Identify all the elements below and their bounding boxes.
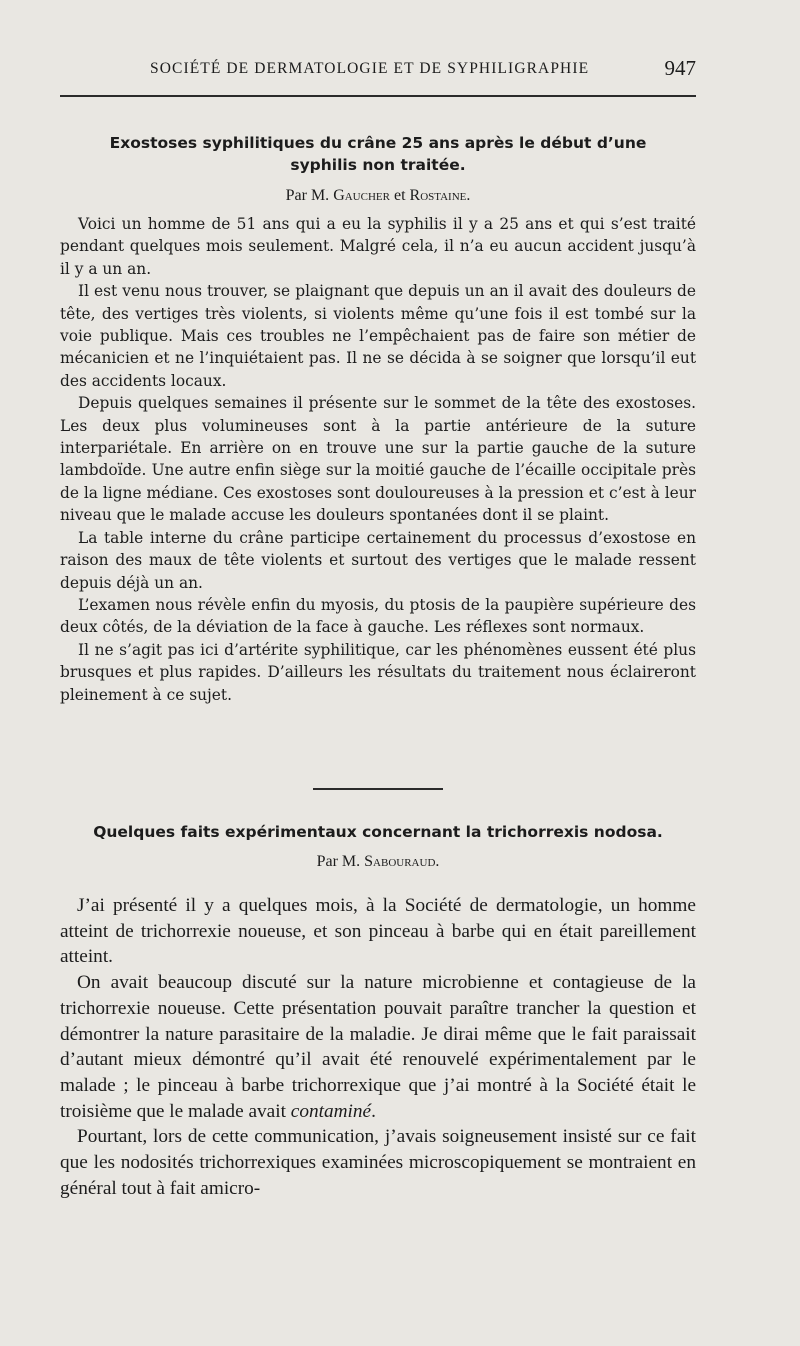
paragraph: Depuis quelques semaines il présente sur le sommet de la tête des exostoses. Les deux plus volumineuses sont à la partie antérieure de la suture interpariétale. En arrière on en trouve une sur la partie gauche de la suture lambdoïde. Une autre enfin siège sur la moitié gauche de l’écaille occipitale près de la ligne médiane. Ces exostoses sont douloureuses à la pression et c’est à leur niveau que le malade accuse les douleurs spontanées dont il se plaint.: [60, 394, 696, 525]
paragraph: La table interne du crâne participe certainement du processus d’exostose en raison des maux de tête violents et surtout des vertiges que le malade ressent depuis déjà un an.: [60, 528, 696, 592]
running-title: SOCIÉTÉ DE DERMATOLOGIE ET DE SYPHILIGRAPHIE: [150, 60, 590, 77]
article-byline: [60, 187, 696, 205]
paragraph: Voici un homme de 51 ans qui a eu la syphilis il y a 25 ans et qui s’est traité pendant quelques mois seulement. Malgré cela, il n’a eu aucun accident jusqu’à il y a un an.: [60, 215, 696, 278]
article-title-line-2: syphilis non traitée.: [290, 156, 466, 174]
article-title-line-1: Quelques faits expérimentaux concernant la trichorrexis nodosa.: [93, 823, 663, 841]
article-body: [60, 213, 696, 706]
paragraph-text: On avait beaucoup discuté sur la nature microbienne et contagieuse de la trichorrexie noueuse. Cette présentation pouvait paraître trancher la question et démontrer la nature parasitaire de la maladie. Je dirai même que le fait paraissait d’autant mieux démontré qu’il avait été renouvelé expérimentalement par le malade ; le pinceau à barbe trichorrexique que j’ai montré à la Société était le troisième que le malade avait: [60, 972, 696, 1122]
header-rule: [60, 95, 696, 97]
article-title: [60, 821, 696, 843]
byline-prefix: Par M.: [285, 187, 330, 204]
paragraph-punctuation: .: [371, 1100, 376, 1122]
author-name: Rostaine.: [409, 187, 471, 204]
page-number: 947: [664, 56, 696, 80]
paragraph: [60, 970, 696, 1124]
italic-word: contaminé: [290, 1100, 372, 1122]
paragraph: Il est venu nous trouver, se plaignant que depuis un an il avait des douleurs de tête, des vertiges très violents, si violents même qu’une fois il est tombé sur la voie publique. Mais ces troubles ne l’empêchaient pas de faire son métier de mécanicien et ne l’inquiétaient pas. Il ne se décida à se soigner que lorsqu’il eut des accidents locaux.: [60, 282, 696, 390]
author-name: Sabouraud.: [364, 853, 440, 870]
article-title-line-1: Exostoses syphilitiques du crâne 25 ans après le début d’une: [109, 134, 647, 152]
paragraph: Il ne s’agit pas ici d’artérite syphilitique, car les phénomènes eussent été plus brusques et plus rapides. D’ailleurs les résultats du traitement nous éclaireront pleinement à ce sujet.: [60, 640, 696, 704]
paragraph: Pourtant, lors de cette communication, j’avais soigneusement insisté sur ce fait que les nodosités trichorrexiques examinées microscopiquement se montraient en général tout à fait amicro-: [60, 1126, 696, 1199]
author-name: Gaucher: [333, 187, 390, 204]
article-body: [60, 893, 696, 1201]
running-head: [60, 56, 696, 86]
section-separator: [313, 788, 443, 790]
byline-prefix: Par M.: [316, 853, 361, 870]
article-byline: [60, 853, 696, 871]
paragraph: L’examen nous révèle enfin du myosis, du ptosis de la paupière supérieure des deux côtés, de la déviation de la face à gauche. Les réflexes sont normaux.: [60, 595, 696, 637]
article-title: [60, 132, 696, 176]
paragraph: J’ai présenté il y a quelques mois, à la Société de dermatologie, un homme atteint de trichorrexie noueuse, et son pinceau à barbe qui en était pareillement atteint.: [60, 895, 696, 968]
byline-conjunction: et: [393, 187, 406, 204]
